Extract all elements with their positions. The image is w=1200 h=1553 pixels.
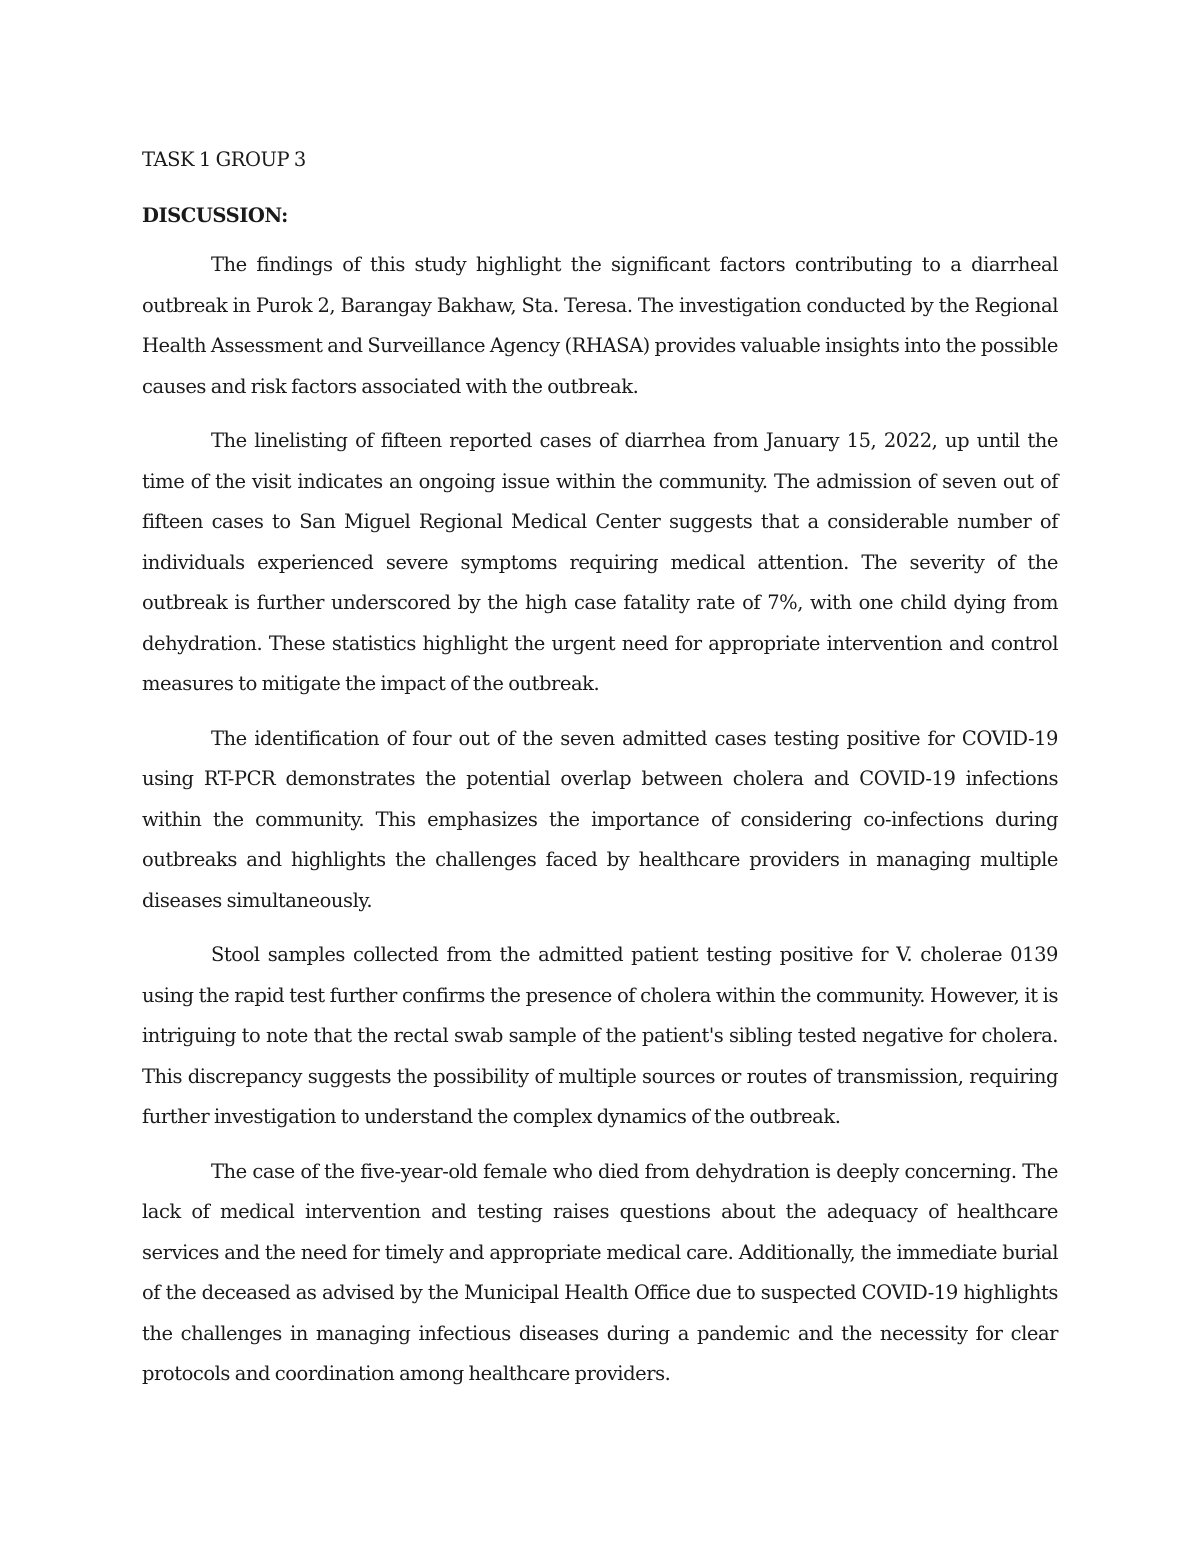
paragraph-2: The linelisting of fifteen reported cases of diarrhea from January 15, 2022, up until the time of the visit indicates an ongoing issue within the community. The admission of seven out of fifteen cases to San Miguel Regional Medical Center suggests that a considerable number of individuals experienced severe symptoms requiring medical attention. The severity of the outbreak is further underscored by the high case fatality rate of 7%, with one child dying from dehydration. These statistics highlight the urgent need for appropriate intervention and control measures to mitigate the impact of the outbreak. (142, 429, 1058, 695)
paragraph-1: The findings of this study highlight the significant factors contributing to a diarrheal outbreak in Purok 2, Barangay Bakhaw, Sta. Teresa. The investigation conducted by the Regional Health Assessment and Surveillance Agency (RHASA) provides valuable insights into the possible causes and risk factors associated with the outbreak. (142, 253, 1058, 398)
paragraph-3: The identification of four out of the seven admitted cases testing positive for COVID-19 using RT-PCR demonstrates the potential overlap between cholera and COVID-19 infections within the community. This emphasizes the importance of considering co-infections during outbreaks and highlights the challenges faced by healthcare providers in managing multiple diseases simultaneously. (142, 726, 1058, 912)
paragraph-5: The case of the five-year-old female who died from dehydration is deeply concerning. The lack of medical intervention and testing raises questions about the adequacy of healthcare services and the need for timely and appropriate medical care. Additionally, the immediate burial of the deceased as advised by the Municipal Health Office due to suspected COVID-19 highlights the challenges in managing infectious diseases during a pandemic and the necessity for clear protocols and coordination among healthcare providers. (142, 1159, 1058, 1385)
paragraph-4: Stool samples collected from the admitted patient testing positive for V. cholerae 0139 using the rapid test further confirms the presence of cholera within the community. However, it is intriguing to note that the rectal swab sample of the patient's sibling tested negative for cholera. This discrepancy suggests the possibility of multiple sources or routes of transmission, requiring further investigation to understand the complex dynamics of the outbreak. (142, 943, 1058, 1128)
section-heading: DISCUSSION: (142, 204, 288, 227)
document-body (142, 140, 1058, 1395)
document-title: TASK 1 GROUP 3 (142, 148, 306, 171)
